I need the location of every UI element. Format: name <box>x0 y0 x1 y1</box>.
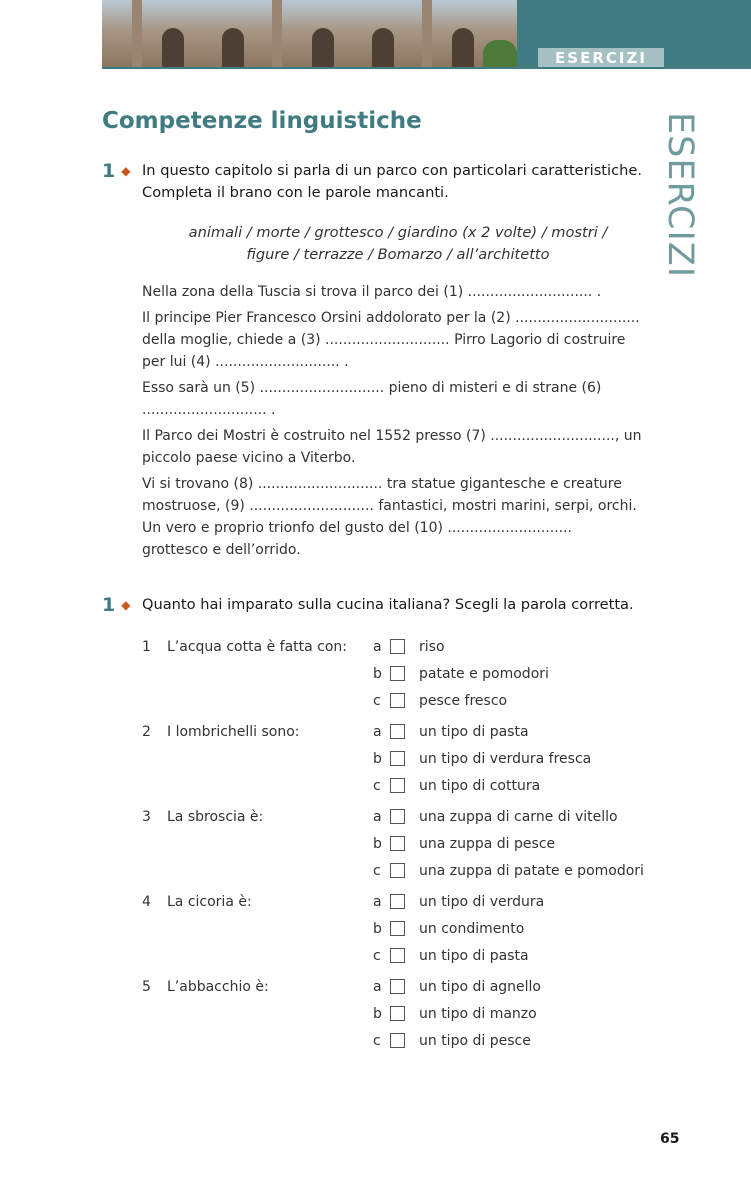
option-letter: c <box>373 862 381 879</box>
side-section-label: ESERCIZI <box>660 112 700 279</box>
quiz-option-row <box>142 888 662 915</box>
option-letter: a <box>373 808 382 825</box>
option-letter: b <box>373 835 382 852</box>
diamond-bullet-icon: ◆ <box>121 164 131 178</box>
answer-checkbox[interactable] <box>390 1006 405 1021</box>
quiz-question <box>142 633 662 714</box>
option-text: un tipo di manzo <box>419 1005 537 1022</box>
exercise1-number-text: 1 <box>102 160 116 182</box>
question-text: I lombrichelli sono: <box>167 723 300 740</box>
option-text: una zuppa di patate e pomodori <box>419 862 644 879</box>
quiz-question <box>142 888 662 969</box>
answer-checkbox[interactable] <box>390 639 405 654</box>
quiz-question <box>142 718 662 799</box>
quiz-option-row <box>142 772 662 799</box>
answer-checkbox[interactable] <box>390 979 405 994</box>
section-title: Competenze linguistiche <box>102 108 422 134</box>
quiz-option-row <box>142 915 662 942</box>
option-letter: b <box>373 920 382 937</box>
question-text: La cicoria è: <box>167 893 252 910</box>
exercise2-number <box>102 594 130 616</box>
option-text: una zuppa di pesce <box>419 835 556 852</box>
photo-tree <box>483 40 517 68</box>
passage-paragraph: Esso sarà un (5) ............................ pieno di misteri e di strane (6) ............................ . <box>142 380 602 418</box>
quiz-option-row <box>142 973 662 1000</box>
question-number: 3 <box>142 808 151 825</box>
option-text: un tipo di pasta <box>419 947 529 964</box>
exercise1-instruction-line1: In questo capitolo si parla di un parco con particolari caratteristiche. <box>142 162 642 179</box>
question-number: 5 <box>142 978 151 995</box>
option-text: un condimento <box>419 920 525 937</box>
answer-checkbox[interactable] <box>390 863 405 878</box>
option-letter: b <box>373 665 382 682</box>
quiz-option-row <box>142 830 662 857</box>
passage-paragraph: Nella zona della Tuscia si trova il parco dei (1) ............................ . <box>142 284 602 300</box>
answer-checkbox[interactable] <box>390 693 405 708</box>
cloze-passage <box>142 281 642 565</box>
photo-arch <box>222 28 244 68</box>
option-letter: a <box>373 638 382 655</box>
option-text: un tipo di verdura <box>419 893 545 910</box>
option-letter: c <box>373 777 381 794</box>
photo-arch <box>312 28 334 68</box>
option-letter: c <box>373 947 381 964</box>
exercise1-instruction-line2: Completa il brano con le parole mancanti. <box>142 184 449 201</box>
passage-paragraph: Vi si trovano (8) ............................ tra statue gigantesche e creature mostruose, (9) ............................ fantastici, mostri marini, serpi, orchi. Un vero e proprio trionfo del gusto del (10) ............................ grottesco e dell’orrido. <box>142 476 637 558</box>
option-letter: c <box>373 692 381 709</box>
question-number: 2 <box>142 723 151 740</box>
exercise2-instruction: Quanto hai imparato sulla cucina italiana? Scegli la parola corretta. <box>142 596 634 613</box>
page-number: 65 <box>660 1131 680 1147</box>
exercise2-number-text: 1 <box>102 594 116 616</box>
photo-arch <box>372 28 394 68</box>
answer-checkbox[interactable] <box>390 778 405 793</box>
exercise1-number <box>102 160 130 182</box>
passage-paragraph: Il Parco dei Mostri è costruito nel 1552 presso (7) ............................, un piccolo paese vicino a Viterbo. <box>142 428 642 466</box>
option-letter: a <box>373 723 382 740</box>
option-text: riso <box>419 638 445 655</box>
option-text: patate e pomodori <box>419 665 549 682</box>
answer-checkbox[interactable] <box>390 724 405 739</box>
option-text: un tipo di cottura <box>419 777 541 794</box>
passage-paragraph: Il principe Pier Francesco Orsini addolorato per la (2) ............................ della moglie, chiede a (3) ............................ Pirro Lagorio di costruire per lui (4) ............................ . <box>142 310 640 370</box>
word-bank <box>142 222 654 266</box>
option-text: un tipo di pasta <box>419 723 529 740</box>
option-text: una zuppa di carne di vitello <box>419 808 618 825</box>
word-bank-line2: figure / terrazze / Bomarzo / all’architetto <box>246 246 550 263</box>
quiz-option-row <box>142 1000 662 1027</box>
photo-arch <box>452 28 474 68</box>
question-text: La sbroscia è: <box>167 808 264 825</box>
answer-checkbox[interactable] <box>390 921 405 936</box>
question-number: 1 <box>142 638 151 655</box>
option-letter: a <box>373 978 382 995</box>
multiple-choice-quiz <box>142 633 662 1058</box>
header-divider <box>102 67 751 69</box>
question-text: L’acqua cotta è fatta con: <box>167 638 348 655</box>
diamond-bullet-icon: ◆ <box>121 598 131 612</box>
quiz-option-row <box>142 1027 662 1054</box>
quiz-option-row <box>142 633 662 660</box>
option-text: un tipo di agnello <box>419 978 542 995</box>
option-text: un tipo di verdura fresca <box>419 750 592 767</box>
option-letter: b <box>373 750 382 767</box>
header-photo-colosseum <box>102 0 517 68</box>
word-bank-line1: animali / morte / grottesco / giardino (x 2 volte) / mostri / <box>188 224 608 241</box>
answer-checkbox[interactable] <box>390 894 405 909</box>
option-letter: c <box>373 1032 381 1049</box>
answer-checkbox[interactable] <box>390 666 405 681</box>
quiz-question <box>142 973 662 1054</box>
answer-checkbox[interactable] <box>390 809 405 824</box>
quiz-option-row <box>142 687 662 714</box>
answer-checkbox[interactable] <box>390 948 405 963</box>
photo-pillar <box>422 0 432 68</box>
quiz-option-row <box>142 660 662 687</box>
quiz-option-row <box>142 803 662 830</box>
quiz-option-row <box>142 942 662 969</box>
photo-pillar <box>132 0 142 68</box>
quiz-option-row <box>142 857 662 884</box>
header-tab-label: ESERCIZI <box>538 48 664 68</box>
option-letter: a <box>373 893 382 910</box>
answer-checkbox[interactable] <box>390 836 405 851</box>
exercise1-instruction <box>142 160 654 204</box>
answer-checkbox[interactable] <box>390 751 405 766</box>
option-text: un tipo di pesce <box>419 1032 531 1049</box>
option-text: pesce fresco <box>419 692 508 709</box>
answer-checkbox[interactable] <box>390 1033 405 1048</box>
question-text: L’abbacchio è: <box>167 978 269 995</box>
quiz-option-row <box>142 745 662 772</box>
photo-pillar <box>272 0 282 68</box>
quiz-option-row <box>142 718 662 745</box>
photo-arch <box>162 28 184 68</box>
question-number: 4 <box>142 893 151 910</box>
quiz-question <box>142 803 662 884</box>
option-letter: b <box>373 1005 382 1022</box>
